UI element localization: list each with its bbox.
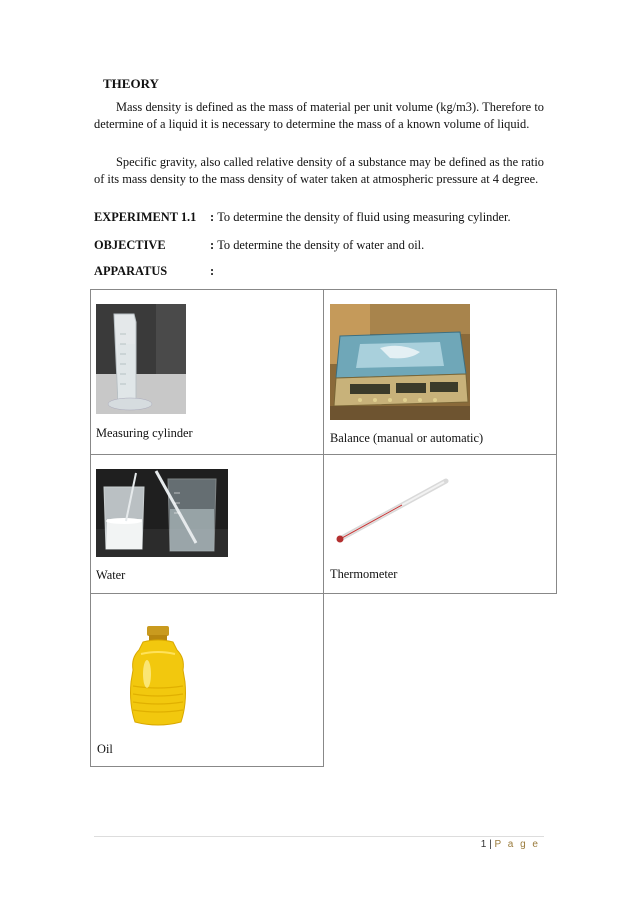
page-label: P a g e	[494, 839, 540, 850]
footer-divider	[94, 836, 544, 837]
apparatus-label: APPARATUS	[94, 264, 168, 278]
apparatus-cell	[91, 290, 324, 455]
apparatus-cell	[324, 455, 557, 594]
experiment-label: EXPERIMENT 1.1	[94, 210, 197, 224]
apparatus-caption: Water	[96, 568, 126, 582]
empty-cell	[324, 594, 557, 767]
apparatus-caption: Thermometer	[330, 567, 398, 581]
balance-photo	[330, 304, 470, 420]
theory-paragraph-2: Specific gravity, also called relative density of a substance may be defined as the ratio of its mass density to the mass density of water taken at atmospheric pressure at 4 degree.	[94, 155, 544, 186]
theory-heading: THEORY	[103, 76, 159, 91]
apparatus-caption: Balance (manual or automatic)	[330, 431, 484, 445]
apparatus-table	[90, 289, 557, 767]
objective-value: To determine the density of water and oil.	[217, 238, 425, 252]
apparatus-cell	[324, 290, 557, 455]
oil-bottle-photo	[123, 624, 193, 730]
measuring-cylinder-photo	[96, 304, 186, 414]
apparatus-caption: Oil	[97, 742, 113, 756]
objective-label: OBJECTIVE	[94, 238, 166, 252]
thermometer-photo	[332, 475, 452, 545]
theory-paragraph-1: Mass density is defined as the mass of material per unit volume (kg/m3). Therefore to determine of a liquid it is necessary to determine the mass of a known volume of liquid.	[94, 100, 544, 131]
water-beakers-photo	[96, 469, 228, 557]
document-page: THEORY Mass density is defined as the mass of material per unit volume (kg/m3). Therefore to determine of a liquid it is necessary to determine the mass of a known volume of liquid. Specific gravity, also called relative density of a substance may be defined as the ratio of its mass density to the mass density of water taken at atmospheric pressure at 4 degree. EXPERIMENT 1.1 : To determine the density of fluid using measuring cylinder. OBJECTIVE : To determine the density of water and oil. APPARATUS : Measuring cylinder Balance (manual or automatic) Water Thermometer Oil 1 | P a g e	[0, 0, 638, 903]
apparatus-cell	[91, 594, 324, 767]
page-footer: 1 | P a g e	[480, 839, 540, 850]
apparatus-cell	[91, 455, 324, 594]
page-number: 1	[480, 839, 487, 850]
apparatus-caption: Measuring cylinder	[96, 426, 193, 440]
experiment-value: To determine the density of fluid using measuring cylinder.	[217, 210, 511, 224]
